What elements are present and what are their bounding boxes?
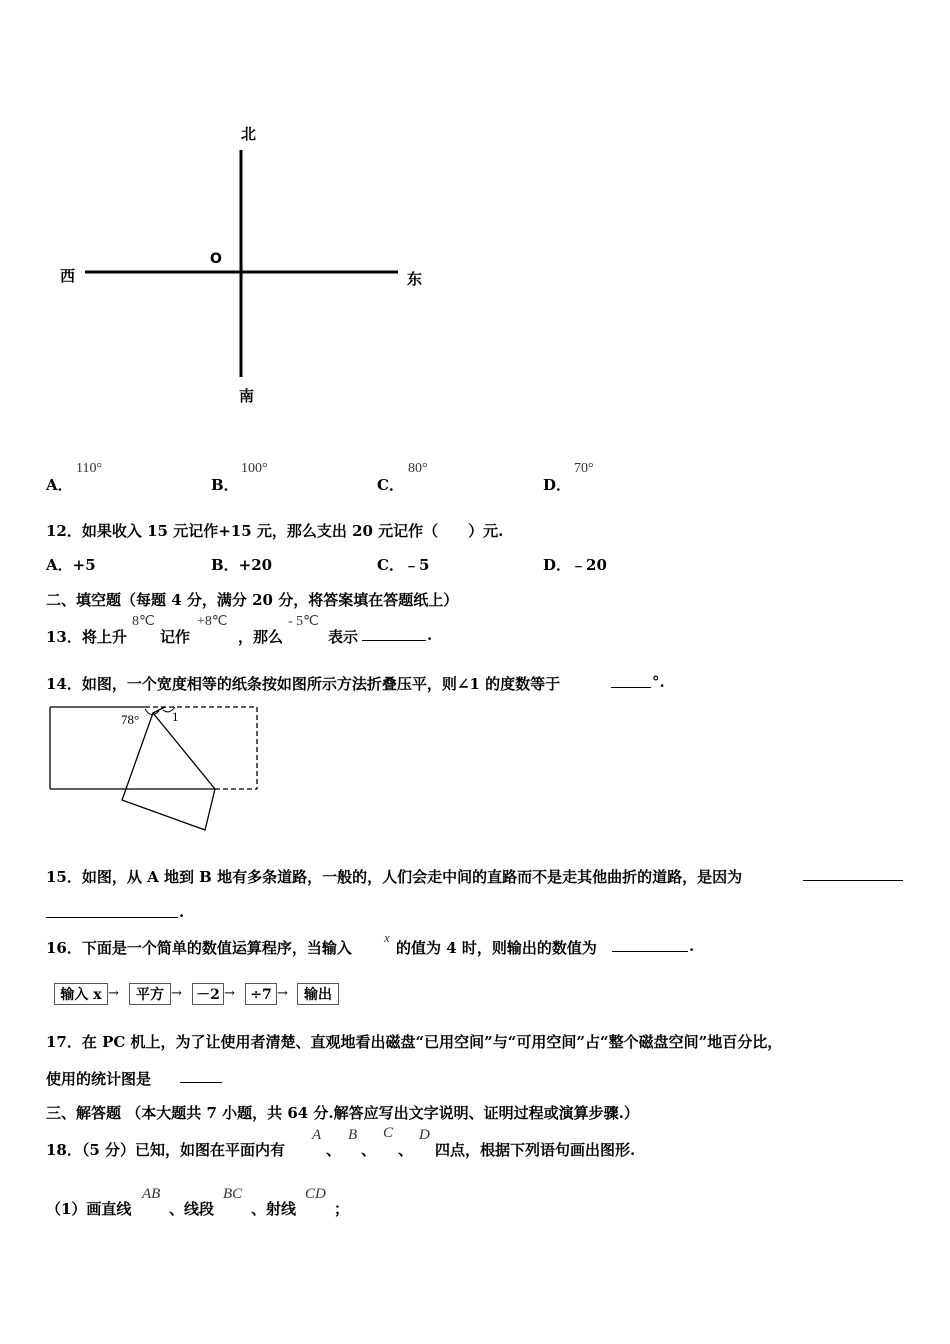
q12-option-b[interactable]: B．+20 xyxy=(211,556,273,574)
q12-option-c[interactable]: C．﹣5 xyxy=(377,556,430,574)
compass-west: 西 xyxy=(60,267,76,285)
compass-north: 北 xyxy=(241,125,257,143)
flow-arrow-icon: → xyxy=(171,986,182,1001)
q17-answer-blank[interactable] xyxy=(180,1068,222,1083)
q11-option-b-letter[interactable]: B． xyxy=(211,476,239,494)
q11-option-c-letter[interactable]: C． xyxy=(377,476,404,494)
flow-arrow-icon: → xyxy=(108,986,119,1001)
flow-arrow-icon: → xyxy=(277,986,288,1001)
q13-val2: +8℃ xyxy=(197,614,228,629)
q11-option-d-value: 70° xyxy=(574,461,594,476)
folded-part xyxy=(122,713,215,830)
compass-figure xyxy=(50,115,450,415)
q16-stem-a: 16．下面是一个简单的数值运算程序，当输入 xyxy=(46,939,352,957)
q18-sep-3: 、 xyxy=(398,1141,414,1159)
flow-arrow-icon: → xyxy=(224,986,235,1001)
q18-sub1-d: ； xyxy=(334,1200,350,1218)
q15-answer-blank-2[interactable] xyxy=(46,903,178,918)
q11-option-d-letter[interactable]: D． xyxy=(543,476,572,494)
q11-option-b-value: 100° xyxy=(241,461,268,476)
q18-ab: AB xyxy=(142,1186,161,1202)
q18-sep-1: 、 xyxy=(326,1141,342,1159)
q18-bc: BC xyxy=(223,1186,243,1202)
q16-period: . xyxy=(689,937,695,955)
q18-stem-a: 18．（5 分）已知，如图在平面内有 xyxy=(46,1141,286,1159)
q18-sub1-c: 、射线 xyxy=(251,1200,297,1218)
flow-output-box: 输出 xyxy=(297,983,339,1005)
q16-var-x: x xyxy=(384,930,390,945)
q14-stem: 14．如图，一个宽度相等的纸条按如图所示方法折叠压平，则∠1 的度数等于 xyxy=(46,675,561,693)
compass-south: 南 xyxy=(239,387,255,405)
q17-line1: 17．在 PC 机上，为了让使用者清楚、直观地看出磁盘“已用空间”与“可用空间”占“整个磁盘空间”地百分比， xyxy=(46,1033,783,1051)
q14-answer-blank[interactable] xyxy=(611,673,651,688)
section-2-heading: 二、填空题（每题 4 分，满分 20 分，将答案填在答题纸上） xyxy=(46,591,459,609)
q12-stem: 12．如果收入 15 元记作+15 元，那么支出 20 元记作（ ）元. xyxy=(46,522,504,540)
q16-answer-blank[interactable] xyxy=(612,937,688,952)
q11-option-a-value: 110° xyxy=(76,461,103,476)
q13-val1: 8℃ xyxy=(132,614,155,629)
q15-answer-blank-1[interactable] xyxy=(803,866,903,881)
q13-answer-blank[interactable] xyxy=(362,626,426,641)
angle-78-label: 78° xyxy=(121,712,140,727)
flow-div7-box: ÷7 xyxy=(245,983,277,1005)
q18-stem-b: 四点，根据下列语句画出图形. xyxy=(435,1141,636,1159)
q13-part1: 13．将上升 xyxy=(46,628,127,646)
q18-point-c: C xyxy=(383,1125,394,1141)
q15-period: . xyxy=(179,903,185,921)
compass-east: 东 xyxy=(407,270,423,288)
flow-square-box: 平方 xyxy=(129,983,171,1005)
q13-part4: 表示 xyxy=(328,628,359,646)
q18-cd: CD xyxy=(305,1186,326,1202)
flow-minus2-box: －2 xyxy=(192,983,224,1005)
q11-option-a-letter[interactable]: A． xyxy=(46,476,73,494)
q16-stem-b: 的值为 4 时，则输出的数值为 xyxy=(396,939,597,957)
q12-option-a[interactable]: A．+5 xyxy=(46,556,96,574)
q17-line2: 使用的统计图是 xyxy=(46,1070,152,1088)
section-3-heading: 三、解答题 （本大题共 7 小题，共 64 分.解答应写出文字说明、证明过程或演算步骤.） xyxy=(46,1104,639,1122)
q11-option-c-value: 80° xyxy=(408,461,428,476)
q13-val3: - 5℃ xyxy=(288,614,319,629)
q18-sub1-a: （1）画直线 xyxy=(46,1200,132,1218)
q18-point-b: B xyxy=(348,1127,358,1143)
q18-point-d: D xyxy=(419,1127,430,1143)
q13-part2: 记作 xyxy=(160,628,191,646)
fold-strip-figure xyxy=(45,703,265,835)
q13-part3: ，那么 xyxy=(238,628,284,646)
angle-arc-78 xyxy=(145,709,159,715)
compass-origin: O xyxy=(210,251,222,267)
q18-point-a: A xyxy=(312,1127,322,1143)
q13-period: . xyxy=(427,626,433,644)
angle-1-label: 1 xyxy=(172,709,179,724)
q15-stem: 15．如图，从 A 地到 B 地有多条道路，一般的，人们会走中间的直路而不是走其他曲折的道路，是因为 xyxy=(46,868,743,886)
q18-sub1-b: 、线段 xyxy=(169,1200,215,1218)
q18-sep-2: 、 xyxy=(361,1141,377,1159)
q12-option-d[interactable]: D．﹣20 xyxy=(543,556,607,574)
flow-input-box: 输入 x xyxy=(54,983,108,1005)
q14-end: °. xyxy=(652,673,665,691)
